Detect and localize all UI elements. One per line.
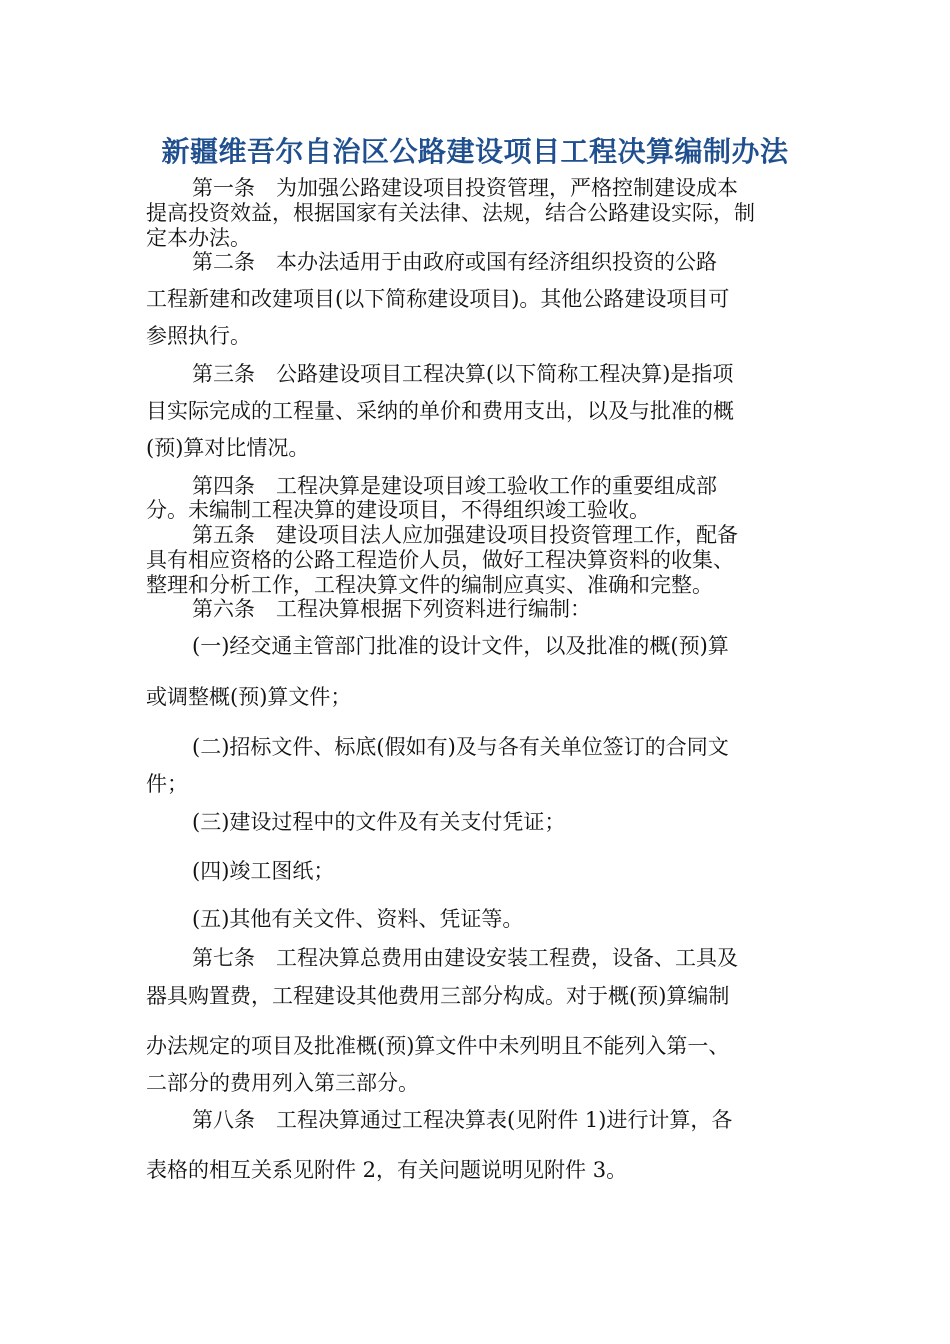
text-line: 件； bbox=[146, 772, 188, 796]
text-line: 第八条 工程决算通过工程决算表(见附件 1)进行计算，各 bbox=[192, 1108, 733, 1132]
text-line: 表格的相互关系见附件 2，有关问题说明见附件 3。 bbox=[146, 1158, 628, 1182]
text-line: 具有相应资格的公路工程造价人员，做好工程决算资料的收集、 bbox=[146, 548, 734, 572]
text-line: 或调整概(预)算文件； bbox=[146, 685, 352, 709]
text-line: 第一条 为加强公路建设项目投资管理，严格控制建设成本 bbox=[192, 176, 738, 200]
text-line: 目实际完成的工程量、采纳的单价和费用支出，以及与批准的概 bbox=[146, 399, 734, 423]
text-line: (五)其他有关文件、资料、凭证等。 bbox=[192, 907, 524, 931]
text-line: (二)招标文件、标底(假如有)及与各有关单位签订的合同文 bbox=[192, 735, 729, 759]
text-line: 第六条 工程决算根据下列资料进行编制： bbox=[192, 597, 591, 621]
text-line: 参照执行。 bbox=[146, 324, 251, 348]
text-line: 工程新建和改建项目(以下简称建设项目)。其他公路建设项目可 bbox=[146, 287, 730, 311]
text-line: 第三条 公路建设项目工程决算(以下简称工程决算)是指项 bbox=[192, 362, 734, 386]
text-line: 整理和分析工作，工程决算文件的编制应真实、准确和完整。 bbox=[146, 573, 713, 597]
text-line: 二部分的费用列入第三部分。 bbox=[146, 1071, 419, 1095]
document-title: 新疆维吾尔自治区公路建设项目工程决算编制办法 bbox=[161, 135, 789, 168]
text-line: 第七条 工程决算总费用由建设安装工程费，设备、工具及 bbox=[192, 946, 738, 970]
text-line: (一)经交通主管部门批准的设计文件，以及批准的概(预)算 bbox=[192, 634, 729, 658]
text-line: (预)算对比情况。 bbox=[146, 436, 310, 460]
text-line: 分。未编制工程决算的建设项目，不得组织竣工验收。 bbox=[146, 498, 650, 522]
text-line: 办法规定的项目及批准概(预)算文件中未列明且不能列入第一、 bbox=[146, 1034, 730, 1058]
text-line: 提高投资效益，根据国家有关法律、法规，结合公路建设实际，制 bbox=[146, 201, 755, 225]
text-line: 第五条 建设项目法人应加强建设项目投资管理工作，配备 bbox=[192, 523, 738, 547]
text-line: (四)竣工图纸； bbox=[192, 859, 335, 883]
text-line: 器具购置费，工程建设其他费用三部分构成。对于概(预)算编制 bbox=[146, 984, 730, 1008]
text-line: 定本办法。 bbox=[146, 226, 251, 250]
text-line: 第四条 工程决算是建设项目竣工验收工作的重要组成部 bbox=[192, 474, 717, 498]
text-line: 第二条 本办法适用于由政府或国有经济组织投资的公路 bbox=[192, 250, 717, 274]
text-line: (三)建设过程中的文件及有关支付凭证； bbox=[192, 810, 566, 834]
